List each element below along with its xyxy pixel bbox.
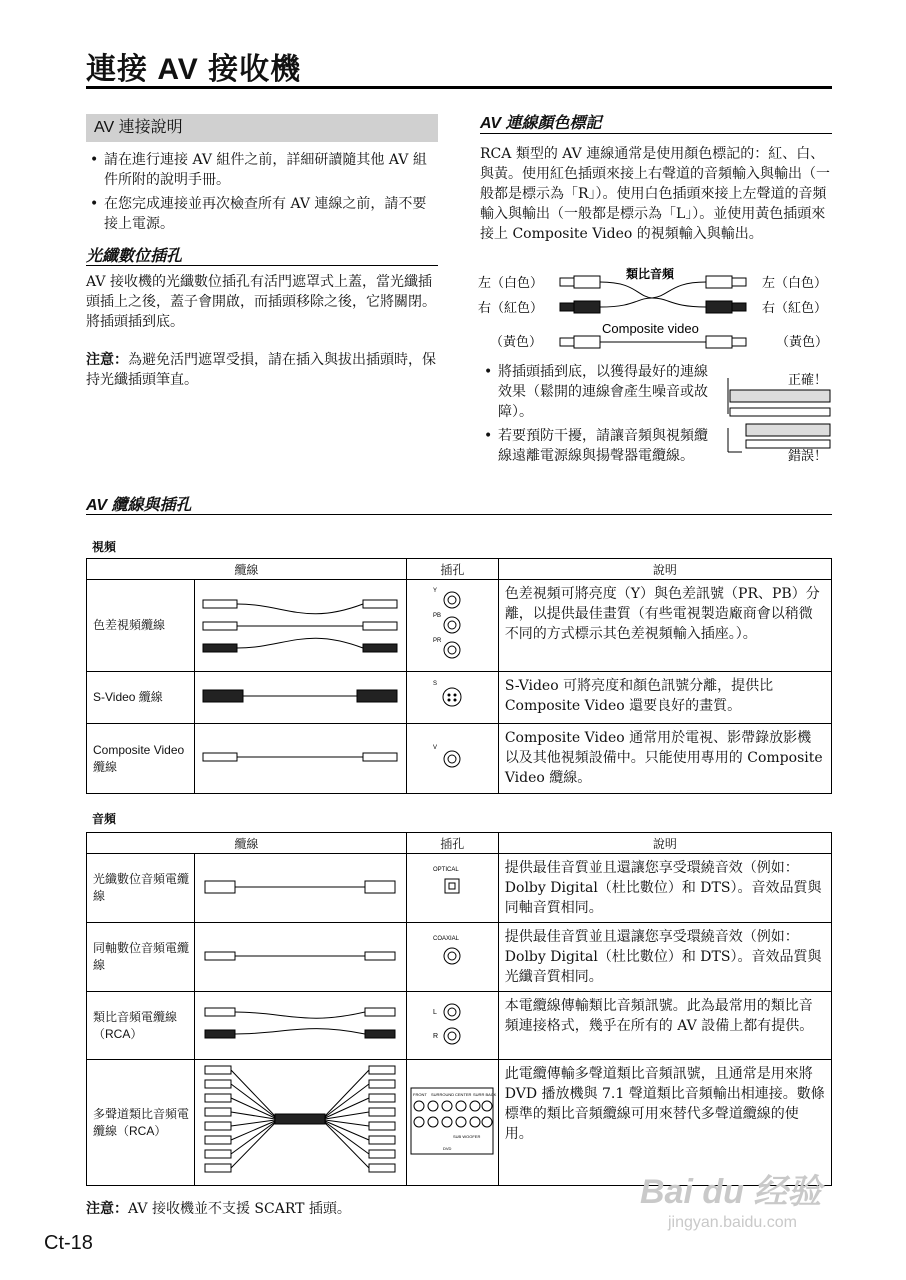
table-row <box>87 992 832 1060</box>
jack-illustration <box>406 724 498 794</box>
video-table <box>86 558 832 794</box>
coaxial-jack-icon <box>407 926 497 986</box>
table-row <box>87 672 832 724</box>
cable-description: Composite Video 通常用於電視、影帶錄放影機以及其他視頻設備中。只能使用專用的 Composite Video 纜線。 <box>498 724 831 794</box>
cable-description: 本電纜線傳輸類比音頻訊號。此為最常用的類比音頻連接格式，幾乎在所有的 AV 設備上都有提供。 <box>498 992 831 1060</box>
yellow-label-l: （黃色） <box>490 334 543 349</box>
title-rule <box>86 86 832 89</box>
bullet-item: • 若要預防干擾，請讓音頻與視頻纜線遠離電源線與揚聲器電纜線。 <box>498 426 708 466</box>
cable-illustration <box>194 724 406 794</box>
col-header-desc: 說明 <box>498 559 831 580</box>
svideo-cable-icon <box>195 676 405 716</box>
cable-illustration <box>194 672 406 724</box>
heading-rule <box>480 133 832 134</box>
section-title-av-connection: AV 連接說明 <box>86 114 438 142</box>
svideo-jack-icon <box>407 673 497 719</box>
jack-illustration <box>406 672 498 724</box>
note-text: AV 接收機並不支援 SCART 插頭。 <box>128 1201 351 1217</box>
bullet-item: • 將插頭插到底，以獲得最好的連線效果（鬆開的連線會產生噪音或故障）。 <box>498 362 708 422</box>
cable-illustration <box>194 992 406 1060</box>
heading-rule <box>86 514 832 515</box>
cable-description: 提供最佳音質並且還讓您享受環繞音效（例如：Dolby Digital（杜比數位）和 DTS）。音效品質與光纖音質相同。 <box>498 923 831 992</box>
table-header-row <box>87 559 832 580</box>
jack-label: COAXIAL <box>432 935 459 942</box>
right-red-label-l: 右（紅色） <box>478 300 544 315</box>
jack-label: R <box>432 1033 438 1040</box>
jack-label: L <box>432 1009 437 1016</box>
cable-illustration <box>194 923 406 992</box>
av-connection-bullets <box>86 150 438 238</box>
audio-caption: 音頻 <box>92 812 117 826</box>
note-label: 注意： <box>86 352 128 368</box>
col-header-jack: 插孔 <box>406 559 498 580</box>
watermark-url: jingyan.baidu.com <box>668 1214 797 1231</box>
table-row <box>87 724 832 794</box>
correct-label: 正確！ <box>788 372 828 387</box>
composite-video-label: Composite video <box>602 321 699 336</box>
jack-label: SUB WOOFER <box>452 1134 481 1139</box>
cable-description: 提供最佳音質並且還讓您享受環繞音效（例如：Dolby Digital（杜比數位）和 DTS）。音效品質與同軸音質相同。 <box>498 854 831 923</box>
col-header-jack: 插孔 <box>406 833 498 854</box>
col-header-cable: 纜線 <box>87 559 407 580</box>
multichannel-jack-icon <box>407 1060 497 1182</box>
cable-name: 同軸數位音頻電纜線 <box>87 923 195 992</box>
jack-label: SURROUND <box>430 1092 454 1097</box>
jack-label: PB <box>432 613 441 619</box>
left-white-label-l: 左（白色） <box>478 275 544 290</box>
analog-audio-cable-icon <box>195 994 405 1054</box>
color-coding-diagram <box>476 262 836 354</box>
cable-name: Composite Video 纜線 <box>87 724 195 794</box>
jack-label: CENTER <box>454 1092 472 1097</box>
video-caption: 視頻 <box>92 540 117 554</box>
component-jack-icon <box>407 580 497 668</box>
bullet-item: • 請在進行連接 AV 組件之前，詳細研讀隨其他 AV 組件所附的說明手冊。 <box>104 150 438 190</box>
jack-illustration <box>406 854 498 923</box>
analog-audio-label: 類比音頻 <box>626 267 675 281</box>
coaxial-cable-icon <box>195 936 405 976</box>
jack-label: PR <box>432 638 442 644</box>
av-cables-heading: AV 纜線與插孔 <box>86 497 192 514</box>
cable-description: S-Video 可將亮度和顏色訊號分離，提供比 Composite Video 還要良好的畫質。 <box>498 672 831 724</box>
jack-label: V <box>432 745 437 751</box>
cable-illustration <box>194 580 406 672</box>
jack-label: FRONT <box>412 1092 427 1097</box>
optical-jack-heading: 光纖數位插孔 <box>86 248 183 265</box>
audio-table <box>86 832 832 1186</box>
jack-illustration <box>406 580 498 672</box>
color-coding-heading: AV 連線顏色標記 <box>480 115 602 132</box>
cable-name: 光纖數位音頻電纜線 <box>87 854 195 923</box>
optical-jack-icon <box>407 857 497 917</box>
jack-label: Y <box>432 588 437 594</box>
table-row <box>87 854 832 923</box>
page-number: Ct-18 <box>44 1232 93 1254</box>
table-row <box>87 923 832 992</box>
optical-paragraph: AV 接收機的光纖數位插孔有活門遮罩式上蓋，當光纖插頭插上之後，蓋子會開啟，而插頭移除之後，它將關閉。將插頭插到底。 <box>86 274 436 330</box>
cable-name: 多聲道類比音頻電纜線（RCA） <box>87 1060 195 1186</box>
note-label: 注意： <box>86 1201 128 1217</box>
bullet-item: • 在您完成連接並再次檢查所有 AV 連線之前，請不要接上電源。 <box>104 194 438 234</box>
composite-jack-icon <box>407 727 497 787</box>
plug-insertion-diagram <box>718 364 834 464</box>
col-header-cable: 纜線 <box>87 833 407 854</box>
composite-cable-icon <box>195 737 405 777</box>
component-cable-icon <box>195 580 405 668</box>
cable-illustration <box>194 854 406 923</box>
jack-label: DVD <box>442 1146 452 1151</box>
footer-note <box>86 1198 351 1218</box>
plug-bullets <box>480 362 708 470</box>
jack-illustration <box>406 992 498 1060</box>
table-header-row <box>87 833 832 854</box>
note-text: 為避免活門遮罩受損，請在插入與拔出插頭時，保持光纖插頭筆直。 <box>86 352 436 388</box>
jack-label: S <box>432 681 437 687</box>
analog-audio-jack-icon <box>407 994 497 1054</box>
jack-label: OPTICAL <box>432 866 459 873</box>
multichannel-cable-icon <box>195 1060 405 1182</box>
jack-illustration <box>406 1060 498 1186</box>
wrong-label: 錯誤！ <box>788 448 828 463</box>
jack-label: SURR BACK <box>472 1092 497 1097</box>
left-white-label-r: 左（白色） <box>762 275 828 290</box>
color-coding-paragraph: RCA 類型的 AV 連線通常是使用顏色標記的：紅、白、與黃。使用紅色插頭來接上右聲道的音頻輸入與輸出（一般都是標示為「R」）。使用白色插頭來接上左聲道的音頻輸入與輸出（一般都是標示為「L」）。並使用黃色插頭來接上 Composite Video 的視頻輸入與輸出。 <box>480 146 830 242</box>
page-title: 連接 AV 接收機 <box>86 53 302 86</box>
cable-name: S-Video 纜線 <box>87 672 195 724</box>
cable-description: 此電纜傳輸多聲道類比音頻訊號，且通常是用來將 DVD 播放機與 7.1 聲道類比音頻輸出相連接。數條標準的類比音頻纜線可用來替代多聲道纜線的使用。 <box>498 1060 831 1186</box>
watermark-logo: Bai du 经验 <box>640 1173 822 1211</box>
optical-cable-icon <box>195 867 405 907</box>
cable-name: 類比音頻電纜線（RCA） <box>87 992 195 1060</box>
yellow-label-r: （黃色） <box>776 334 829 349</box>
table-row <box>87 580 832 672</box>
right-red-label-r: 右（紅色） <box>762 300 828 315</box>
optical-note <box>86 350 438 390</box>
cable-name: 色差視頻纜線 <box>87 580 195 672</box>
cable-illustration <box>194 1060 406 1186</box>
cable-description: 色差視頻可將亮度（Y）與色差訊號（PR、PB）分離，以提供最佳畫質（有些電視製造廠商會以稍微不同的方式標示其色差視頻輸入插座。）。 <box>498 580 831 672</box>
jack-illustration <box>406 923 498 992</box>
heading-rule <box>86 265 438 266</box>
col-header-desc: 說明 <box>498 833 831 854</box>
